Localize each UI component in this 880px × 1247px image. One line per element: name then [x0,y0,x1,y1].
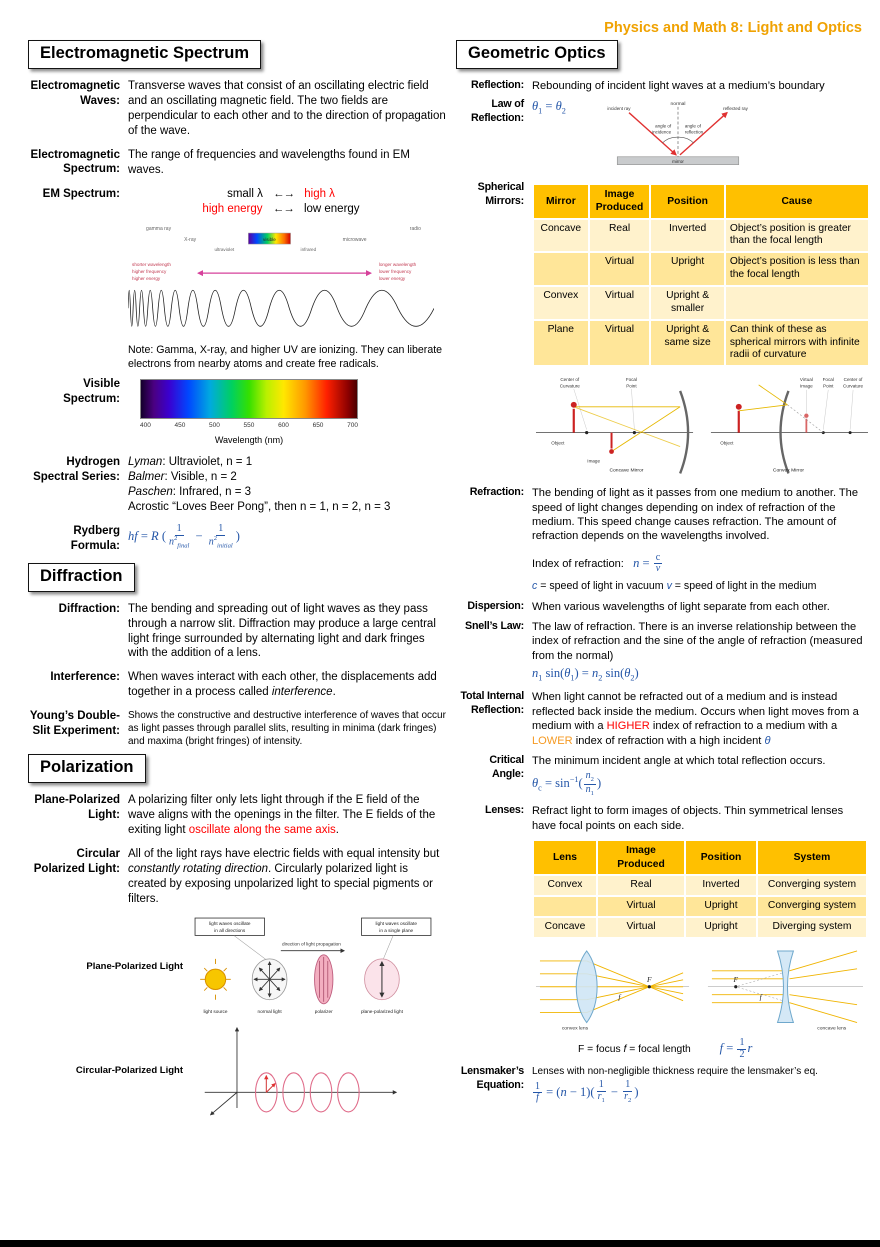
focal-point-label-2: Point [626,383,637,389]
circular-polarized-figure-row [28,1022,446,1120]
table-cell: Virtual [590,253,650,285]
em-spectrum-diagram [128,222,434,334]
diffraction-label: Diffraction: [58,602,120,615]
refraction-label: Refraction: [469,486,524,499]
lens-caption-text: F = focus f = focal length [578,1044,691,1056]
section-title: Electromagnetic Spectrum [40,44,250,62]
critical-angle-label: Critical Angle: [489,754,524,780]
normal-label: normal [670,102,686,108]
ionizing-note: Note: Gamma, X-ray, and higher UV are ionizing. They can liberate electrons from nearby atoms and create free radicals. [128,343,443,370]
paschen-line: Paschen: Infrared, n = 3 [128,486,252,499]
column-header: Mirror [534,185,588,218]
left-note-2: higher frequency [132,268,167,274]
center-of-curvature-label-2: Curvature [843,383,864,389]
concave-lens-diagram [708,951,863,1032]
spherical-mirrors-table [532,183,870,367]
table-cell: Can think of these as spherical mirrors with infinite radii of curvature [726,321,868,366]
low-energy: low energy [303,202,360,215]
object-label: Object [720,440,734,446]
spherical-mirrors-body [532,181,870,479]
diffraction-text: The bending and spreading out of light waves as they pass through a narrow slit. Diffraction may produce a large central light fringe surrounded by alternating light and dark fringes with the addition of a lens. [128,602,436,660]
table-cell: Concave [534,220,588,252]
table-cell: Converging system [758,897,866,916]
em-waves-entry [28,79,446,139]
table-cell [534,253,588,285]
total-internal-reflection-entry [456,690,870,748]
plane-polarized-figure-label: Plane-Polarized Light [86,961,183,973]
rydberg-entry [28,524,446,553]
law-of-reflection-label: Law of Reflection: [470,98,524,125]
right-note-1: longer wavelength [378,261,417,267]
reflected-ray-label: reflected ray [722,106,748,112]
angle-reflection-label-2: reflection [684,129,703,135]
balmer-line: Balmer: Visible, n = 2 [128,471,237,484]
table-cell: Virtual [590,287,650,319]
column-header: System [758,841,866,874]
snells-law-label: Snell’s Law: [465,619,524,632]
lensmaker-entry [456,1065,870,1104]
spherical-mirrors-label: Spherical Mirrors: [477,180,524,207]
angle-reflection-label-1: angle of [684,123,701,129]
speed-of-light-definitions: c = speed of light in vacuum v = speed of light in the medium [532,579,817,592]
right-note-3: lower energy [378,275,406,281]
focal-point-label-2: Point [823,383,834,389]
band-ultraviolet: ultraviolet [214,246,235,252]
interference-text: When waves interact with each other, the displacements add together in a process called interference. [128,671,437,699]
table-row [534,287,868,319]
band-visible: visible [263,236,276,242]
lenses-label: Lenses: [485,804,524,817]
center-of-curvature-label-2: Curvature [559,383,580,389]
image-label: Image [587,458,600,464]
virtual-image-label-2: Image [800,383,813,389]
table-cell: Real [590,220,650,252]
center-of-curvature-label-1: Center of [843,377,863,383]
table-cell: Object’s position is less than the focal length [726,253,868,285]
column-header: Position [651,185,723,218]
critical-angle-entry [456,754,870,797]
band-microwave: microwave [342,236,367,243]
em-spectrum-figure-label: EM Spectrum: [42,187,120,200]
total-internal-reflection-text: When light cannot be refracted out of a medium and is instead reflected back inside the medium. Occurs when light moves from a medium with a HIGHER index of refraction to a medium with a LOWER index of refraction with a high incident θ [532,691,859,747]
concave-lens-caption: concave lens [817,1026,847,1032]
refraction-body [532,486,870,593]
column-header: Cause [726,185,868,218]
table-cell: Real [598,876,684,895]
plane-polarized-diagram [193,916,433,1018]
reflection-label: Reflection: [470,79,524,91]
focal-length-label: f [618,992,621,1002]
visible-spectrum-entry [28,377,446,446]
focus-point-label: F [647,974,652,984]
index-of-refraction-line [532,553,870,575]
section-header-electromagnetic-spectrum [28,40,261,69]
column-header: Lens [534,841,596,874]
small-lambda: small λ [227,187,263,200]
plane-polarized-figure-row [28,916,446,1018]
tick-600: 600 [278,422,289,430]
table-row [534,220,868,252]
lens-ray-diagrams [532,945,865,1032]
reflection-diagram [580,98,776,176]
plane-polarized-label: Plane-Polarized Light: [34,794,120,821]
table-cell: Upright [686,918,756,937]
left-note-3: higher energy [132,275,161,281]
rydberg-formula: hf = R ( $\frac{1}{n^2_{final}}$ − $\frac{1}{n^2_{initial}}$ ) [128,523,240,550]
table-cell: Upright [686,897,756,916]
dispersion-entry [456,600,870,614]
diffraction-entry [28,602,446,662]
lambda-energy-lines [128,187,434,217]
tick-450: 450 [174,422,186,430]
table-row [534,897,866,916]
left-note-1: shorter wavelength [132,261,171,267]
band-gamma: gamma ray [146,225,172,232]
table-row [534,321,868,366]
tick-500: 500 [209,422,220,430]
lenses-entry [456,804,870,1060]
table-cell: Upright & smaller [651,287,723,319]
band-xray: X-ray [184,236,197,243]
concave-mirror-caption: Concave Mirror [609,468,644,474]
dispersion-label: Dispersion: [467,599,524,612]
table-cell: Upright & same size [651,321,723,366]
circular-polarized-figure-label: Circular-Polarized Light [75,1065,183,1077]
bottom-black-bar [0,1240,880,1247]
lenses-text: Refract light to form images of objects. Thin symmetrical lenses have focal points on each side. [532,805,844,832]
double-arrow: ←→ [273,187,295,200]
plane-polarized-entry [28,793,446,838]
dispersion-text: When various wavelengths of light separate from each other. [532,600,830,613]
em-spectrum-def-text: The range of frequencies and wavelengths found in EM waves. [128,148,410,176]
focal-length-label: f [759,992,762,1002]
page-title: Physics and Math 8: Light and Optics [604,20,862,36]
interference-entry [28,670,446,700]
band-infrared: infrared [300,246,317,252]
band-radio: radio [409,225,421,232]
reflection-entry [456,79,870,93]
snells-law-body [532,620,870,684]
column-header: Image Produced [598,841,684,874]
circular-polarized-diagram [193,1022,408,1120]
center-of-curvature-label-1: Center of [560,377,580,383]
concave-mirror-diagram [536,377,693,473]
table-row [534,918,866,937]
critical-angle-formula: $\theta_c = \sin^{-1}$( $\frac{n_2}{n_1}$ ) [532,769,602,797]
section-header-polarization [28,754,146,783]
double-arrow: ←→ [272,202,294,215]
high-energy: high energy [202,202,263,215]
lens-caption-row [578,1038,870,1060]
lyman-line: Lyman: Ultraviolet, n = 1 [128,456,253,469]
acrostic-line: Acrostic “Loves Beer Pong”, then n = 1, n = 2, n = 3 [128,501,391,514]
reflection-text: Rebounding of incident light waves at a medium’s boundary [532,80,825,92]
section-header-geometric-optics [456,40,618,69]
visible-spectrum-body [128,377,446,446]
angle-incidence-label-2: incidence [651,129,671,135]
lensmaker-body [532,1065,870,1104]
plane-polarized-light-label: plane-polarized light [360,1008,403,1014]
lens-table [532,839,868,938]
right-column [456,40,870,1114]
table-row [534,876,866,895]
table-cell: Concave [534,918,596,937]
tick-550: 550 [243,422,255,430]
refraction-text: The bending of light as it passes from one medium to another. The speed of light changes depending on index of refraction of the medium. This speed change causes refraction. The amount of refraction depends on the wavelengths involved. [532,487,859,543]
convex-mirror-caption: Convex Mirror [772,468,805,474]
law-of-reflection-formula: $\theta_1 = \theta_2$ [532,99,566,116]
hydrogen-series-body [128,455,446,515]
table-cell: Virtual [598,897,684,916]
table-cell: Converging system [758,876,866,895]
left-column [28,40,446,1124]
circular-polarized-entry [28,847,446,907]
circular-polarized-label: Circular Polarized Light: [33,848,120,875]
table-cell: Inverted [651,220,723,252]
callout-left-1: light waves oscillate [209,921,251,927]
lensmaker-text: Lenses with non-negligible thickness require the lensmaker’s eq. [532,1066,818,1078]
column-header: Position [686,841,756,874]
object-label: Object [551,440,565,446]
table-cell [726,287,868,319]
law-of-reflection-entry [456,98,870,176]
spherical-mirrors-entry [456,181,870,479]
section-title: Diffraction [40,566,123,585]
section-title: Geometric Optics [468,44,606,62]
polarizer-label: polarizer [314,1008,333,1014]
table-cell: Plane [534,321,588,366]
propagation-label: direction of light propagation [282,941,341,947]
callout-left-2: in all directions [214,927,246,933]
interference-label: Interference: [50,671,120,684]
half-radius-formula: f = $\frac{1}{2}$ r [719,1037,753,1060]
focal-point-label-1: Focal [625,377,638,383]
light-source-label: light source [203,1008,228,1014]
mirror-label: mirror [671,159,684,165]
snells-law-text: The law of refraction. There is an inverse relationship between the index of refraction and the sine of the angle of refraction (measured from the normal) [532,620,863,662]
table-cell: Virtual [590,321,650,366]
table-cell [534,897,596,916]
convex-mirror-diagram [711,377,868,473]
plane-polarized-text: A polarizing filter only lets light through if the E field of the wave aligns with the openings in the filter. The E fields of the exiting light oscillate along the same axis. [128,794,436,837]
critical-angle-text: The minimum incident angle at which total reflection occurs. [532,755,826,768]
callout-right-1: light waves oscillate [375,921,417,927]
em-wave [128,290,434,326]
table-cell: Object’s position is greater than the focal length [726,220,868,252]
wavelength-axis-label: Wavelength (nm) [214,434,284,445]
column-header: Image Produced [590,185,650,218]
em-spectrum-figure-body [128,187,446,372]
convex-lens-diagram [536,951,689,1032]
high-lambda: high λ [304,187,335,200]
incident-ray-label: incident ray [607,106,631,112]
callout-right-2: in a single plane [379,927,414,933]
em-spectrum-def-label: Electromagnetic Spectrum: [30,148,120,176]
focus-point-label: F [733,974,739,984]
right-note-2: lower frequency [378,268,412,274]
virtual-image-label-1: Virtual [799,377,813,383]
refraction-entry [456,486,870,593]
young-text: Shows the constructive and destructive interference of waves that occur as light passes through parallel slits, resulting in minima (dark fringes) and maxima (bright fringes) of intensity. [128,710,446,748]
table-cell: Diverging system [758,918,866,937]
section-header-diffraction [28,563,135,592]
lensmaker-formula: $\frac{1}{f}$ = (n − 1)( $\frac{1}{r_1}$ − $\frac{1}{r_2}$ ) [535,1079,639,1104]
wavelength-ticks [140,422,358,430]
em-spectrum-figure-entry [28,187,446,372]
circular-polarized-text: All of the light rays have electric fields with equal intensity but constantly rotating direction. Circularly polarized light is created by exposing unpolarized light to special pigments or filters. [128,848,440,905]
table-cell: Inverted [686,876,756,895]
index-of-refraction-formula: n = $\frac{c}{v}$ [633,551,661,575]
table-cell: Virtual [598,918,684,937]
section-title: Polarization [40,758,134,777]
tick-650: 650 [312,422,324,430]
focal-point-label-1: Focal [822,377,834,383]
table-cell: Convex [534,287,588,319]
em-waves-label: Electromagnetic Waves: [30,80,120,107]
rydberg-body [128,524,446,553]
lenses-body [532,804,870,1060]
em-spectrum-def-entry [28,148,446,178]
mirror-ray-diagrams [532,373,870,474]
critical-angle-body [532,754,870,797]
angle-incidence-label-1: angle of [654,123,671,129]
snells-law-entry [456,620,870,684]
law-of-reflection-body [532,98,870,176]
young-label: Young’s Double-Slit Experiment: [29,710,120,737]
visible-spectrum-bar [140,379,358,419]
hydrogen-series-entry [28,455,446,515]
visible-spectrum-label: Visible Spectrum: [63,378,120,406]
table-row [534,253,868,285]
snells-law-formula: $n_1$ $\sin(\theta_1) = n_2$ $\sin(\theta_2)$ [532,666,639,683]
total-internal-reflection-label: Total Internal Reflection: [460,690,524,717]
table-cell: Convex [534,876,596,895]
rydberg-label: Rydberg Formula: [70,525,120,552]
convex-lens-caption: convex lens [561,1026,589,1032]
index-of-refraction-label: Index of refraction: [532,557,624,570]
young-entry [28,709,446,748]
lensmaker-label: Lensmaker’s Equation: [460,1065,524,1092]
tick-400: 400 [140,422,151,430]
tick-700: 700 [347,422,358,430]
normal-light-label: normal light [257,1008,282,1014]
table-cell: Upright [651,253,723,285]
em-waves-text: Transverse waves that consist of an oscillating electric field and an oscillating magnetic field. The two fields are perpendicular to each other and to the direction of propagation of the wave. [128,80,446,137]
hydrogen-series-label: Hydrogen Spectral Series: [33,456,120,484]
